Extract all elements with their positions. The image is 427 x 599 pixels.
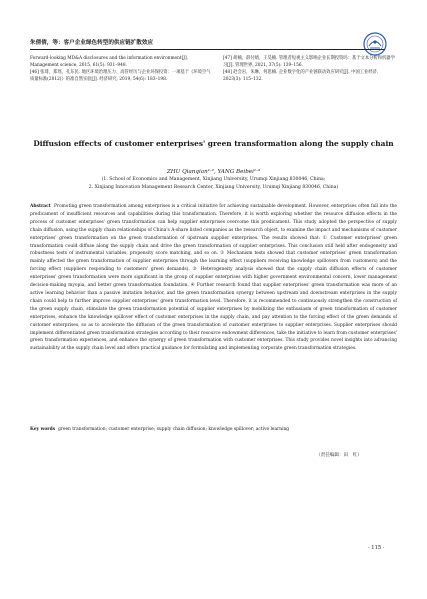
keywords-label: Key words (30, 427, 56, 432)
reference-item: Forward-looking MD&A disclosures and the information environment[J]. Management science, 2015, 61(5): 931–948. (30, 56, 189, 68)
abstract-label: Abstract (30, 204, 51, 209)
affiliation-1: (1. School of Economics and Management, Xinjiang University, Urumqi Xinjiang 830046, China; (101, 177, 326, 182)
reference-item: [46] 张琦，郑瑶，孔东民. 地区环境治理压力、高管经历与企业环保投资：一项基于《环境空气质量标准(2012)》的准自然实验[J]. 经济研究, 2019, 54(6): 183–198. (30, 70, 211, 82)
page-number: · 115 · (368, 545, 385, 551)
reference-item: [47] 胡楠，薛付婧，王昊楠. 管理者短视主义影响企业长期投资吗：基于文本分析和机器学习[J]. 管理世界, 2021, 37(5): 139–156. (223, 56, 395, 68)
affiliation-2: 2. Xinjiang Innovation Management Research Center, Xinjiang University, Urumqi Xinjiang 830046, China) (88, 185, 339, 190)
reference-item: [48] 赵会岩，朱琳，何思楠. 企业数字化的产业链联动效应研究[J]. 中国工业经济, 2023(3): 115–132. (223, 70, 379, 82)
keywords-text: green transformation; customer enterprise; supply chain diffusion; knowledge spillover; active learning (57, 427, 290, 432)
editor-note: （责任编辑：田 红） (316, 453, 362, 458)
author-list: ZHU Qianqian¹·², YANG Beibei¹·³ (166, 169, 261, 175)
abstract-text: Promoting green transformation among enterprises is a critical initiative for achieving sustainable development. However, enterprises often fall into the predicament of insufficient resources and capabilities during this transformation. Therefore, it is worth exploring whether the resource diffusion effects in the process of customer enterprises' green transformation can help supplier enterprises overcome this predicament. This study adopted the perspective of supply chain diffusion, using the supply chain relationships of China's A-share listed companies as the research object, to examine the impact and mechanisms of customer enterprises' green transformation on the green transformation of upstream supplier enterprises. The results showed that: ① Customer enterprises' green transformation could diffuse along the supply chain and drive the green transformation of supplier enterprises. This conclusion still held after endogeneity and robustness tests of instrumental variables, propensity score matching, and so on. ② Mechanism tests showed that customer enterprises' green transformation mainly affected the green transformation of supplier enterprises through the learning effect (suppliers receiving knowledge spillovers from customers) and the forcing effect (suppliers responding to customers' green demands). ③ Heterogeneity analysis showed that the supply chain diffusion effects of customer enterprises' green transformation were more significant in the group of supplier enterprises with higher government environmental concern, lower management decision-making myopia, and better green transformation foundation. ④ Further research found that supplier enterprises' green transformation was more of an active learning behavior than a passive imitation behavior, and the green transformation synergy between upstream and downstream enterprises in the supply chain could help to further improve supplier enterprises' green transformation level. Therefore, it is recommended to continuously strengthen the construction of the green supply chain, stimulate the green transformation potential of supplier enterprises by mobilizing the enthusiasm of green transformation of customer enterprises, enhance the knowledge spillover effect of customer enterprises in the supply chain, and pay attention to the forcing effect of the green demands of customer enterprises, so as to accelerate the diffusion of the green transformation of customer enterprises to supplier enterprises. Supplier enterprises should implement differentiated green transformation strategies according to their resource endowment differences, take the initiative to learn from customer enterprises' green transformation experiences, and enhance the synergy of green transformation with customer enterprises. This study provides novel insights into advancing sustainability at the supply chain level and offers practical guidance for formulating and implementing corporate green transformation strategies. (30, 204, 398, 352)
keywords (30, 427, 397, 432)
references-left-column (30, 56, 213, 84)
running-header: 朱倩倩，等：客户企业绿色转型的供应链扩散效应 (30, 40, 154, 46)
references-right-column (223, 56, 398, 84)
journal-logo-icon (363, 32, 387, 56)
header-divider (30, 49, 385, 50)
paper-title: Diffusion effects of customer enterprises' green transformation along the supply chain (33, 139, 394, 148)
abstract (30, 203, 397, 353)
